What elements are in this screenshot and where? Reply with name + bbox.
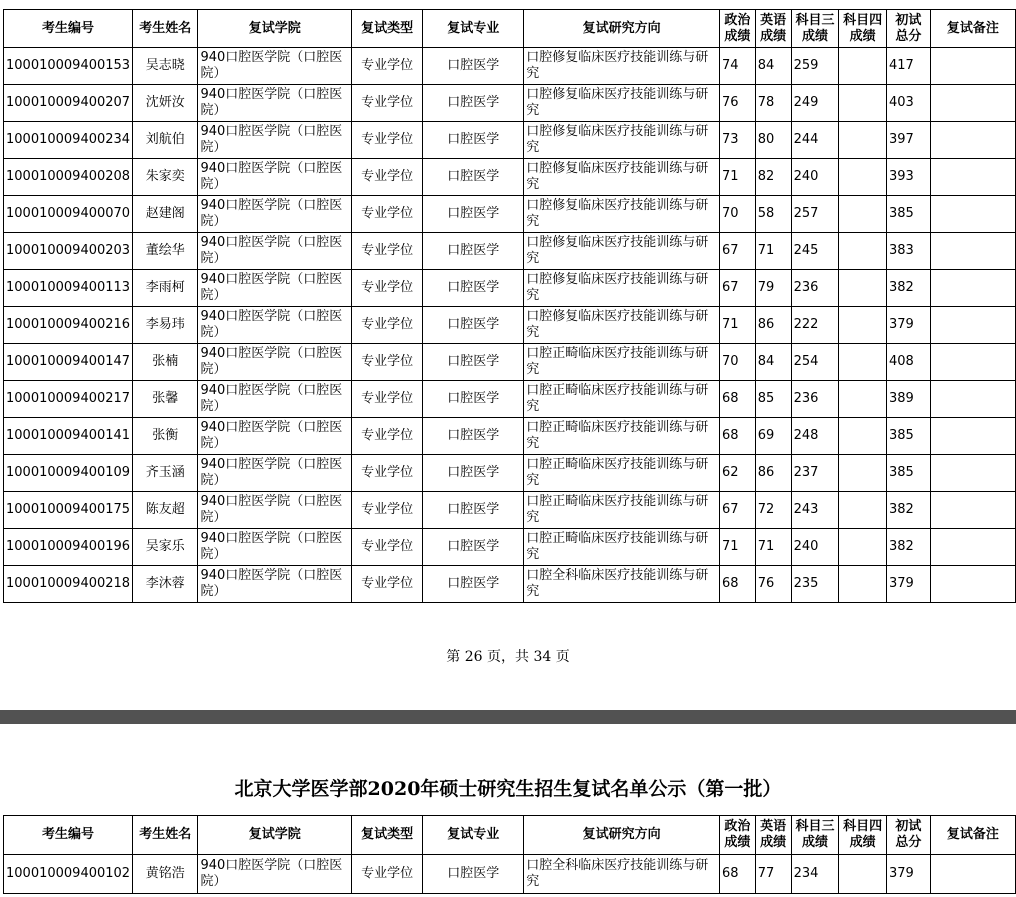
politics-score: 68	[719, 418, 755, 455]
college: 940口腔医学院（口腔医院）	[198, 122, 351, 159]
degree-type: 专业学位	[351, 270, 422, 307]
degree-type: 专业学位	[351, 529, 422, 566]
english-score: 71	[755, 233, 791, 270]
college: 940口腔医学院（口腔医院）	[198, 492, 351, 529]
header-total: 初试总分	[886, 816, 930, 855]
admission-table-page-27	[3, 815, 1016, 894]
remark	[930, 455, 1015, 492]
english-score: 82	[755, 159, 791, 196]
major: 口腔医学	[423, 455, 524, 492]
politics-score: 76	[719, 85, 755, 122]
header-type: 复试类型	[351, 10, 422, 48]
remark	[930, 492, 1015, 529]
politics-score: 71	[719, 307, 755, 344]
candidate-id: 100010009400203	[4, 233, 133, 270]
subject3-score: 259	[791, 48, 839, 85]
degree-type: 专业学位	[351, 492, 422, 529]
candidate-name: 刘航伯	[133, 122, 198, 159]
college: 940口腔医学院（口腔医院）	[198, 85, 351, 122]
candidate-name: 张衡	[133, 418, 198, 455]
major: 口腔医学	[423, 270, 524, 307]
candidate-id: 100010009400175	[4, 492, 133, 529]
total-score: 389	[886, 381, 930, 418]
candidate-id: 100010009400208	[4, 159, 133, 196]
header-major: 复试专业	[423, 816, 524, 855]
college: 940口腔医学院（口腔医院）	[198, 270, 351, 307]
college: 940口腔医学院（口腔医院）	[198, 307, 351, 344]
college: 940口腔医学院（口腔医院）	[198, 455, 351, 492]
total-score: 382	[886, 270, 930, 307]
college: 940口腔医学院（口腔医院）	[198, 566, 351, 603]
politics-score: 67	[719, 233, 755, 270]
major: 口腔医学	[423, 196, 524, 233]
total-score: 408	[886, 344, 930, 381]
candidate-name: 李沐蓉	[133, 566, 198, 603]
politics-score: 71	[719, 159, 755, 196]
candidate-id: 100010009400234	[4, 122, 133, 159]
candidate-id: 100010009400141	[4, 418, 133, 455]
research-direction: 口腔修复临床医疗技能训练与研究	[524, 233, 720, 270]
remark	[930, 307, 1015, 344]
subject3-score: 237	[791, 455, 839, 492]
subject4-score	[839, 270, 887, 307]
remark	[930, 196, 1015, 233]
research-direction: 口腔正畸临床医疗技能训练与研究	[524, 455, 720, 492]
candidate-id: 100010009400216	[4, 307, 133, 344]
major: 口腔医学	[423, 529, 524, 566]
header-candidate-name: 考生姓名	[133, 10, 198, 48]
degree-type: 专业学位	[351, 159, 422, 196]
research-direction: 口腔全科临床医疗技能训练与研究	[524, 855, 720, 894]
research-direction: 口腔正畸临床医疗技能训练与研究	[524, 381, 720, 418]
header-subject4: 科目四成绩	[839, 10, 887, 48]
subject3-score: 254	[791, 344, 839, 381]
table-row	[4, 566, 1016, 603]
subject4-score	[839, 381, 887, 418]
page-footer: 第 26 页，共 34 页	[446, 649, 570, 665]
major: 口腔医学	[423, 85, 524, 122]
subject3-score: 222	[791, 307, 839, 344]
candidate-name: 张楠	[133, 344, 198, 381]
table-row	[4, 48, 1016, 85]
total-score: 393	[886, 159, 930, 196]
politics-score: 67	[719, 492, 755, 529]
research-direction: 口腔修复临床医疗技能训练与研究	[524, 307, 720, 344]
total-score: 379	[886, 855, 930, 894]
college: 940口腔医学院（口腔医院）	[198, 196, 351, 233]
politics-score: 70	[719, 196, 755, 233]
politics-score: 74	[719, 48, 755, 85]
politics-score: 68	[719, 566, 755, 603]
research-direction: 口腔正畸临床医疗技能训练与研究	[524, 492, 720, 529]
major: 口腔医学	[423, 344, 524, 381]
english-score: 84	[755, 48, 791, 85]
degree-type: 专业学位	[351, 122, 422, 159]
english-score: 85	[755, 381, 791, 418]
total-score: 385	[886, 418, 930, 455]
candidate-id: 100010009400113	[4, 270, 133, 307]
table-row	[4, 455, 1016, 492]
header-candidate-id: 考生编号	[4, 816, 133, 855]
degree-type: 专业学位	[351, 307, 422, 344]
subject3-score: 236	[791, 381, 839, 418]
research-direction: 口腔修复临床医疗技能训练与研究	[524, 85, 720, 122]
english-score: 79	[755, 270, 791, 307]
remark	[930, 344, 1015, 381]
major: 口腔医学	[423, 381, 524, 418]
header-direction: 复试研究方向	[524, 10, 720, 48]
header-subject3: 科目三成绩	[791, 816, 839, 855]
table-row	[4, 196, 1016, 233]
subject3-score: 235	[791, 566, 839, 603]
table-row	[4, 529, 1016, 566]
table-row	[4, 381, 1016, 418]
remark	[930, 566, 1015, 603]
degree-type: 专业学位	[351, 85, 422, 122]
english-score: 78	[755, 85, 791, 122]
page-separator	[0, 710, 1016, 724]
header-politics: 政治成绩	[719, 816, 755, 855]
header-english: 英语成绩	[755, 10, 791, 48]
subject4-score	[839, 85, 887, 122]
politics-score: 71	[719, 529, 755, 566]
remark	[930, 159, 1015, 196]
page-title: 北京大学医学部2020年硕士研究生招生复试名单公示（第一批）	[234, 778, 782, 800]
candidate-name: 黄铭浩	[133, 855, 198, 894]
total-score: 382	[886, 492, 930, 529]
remark	[930, 270, 1015, 307]
admission-table-page-26	[3, 9, 1016, 603]
table-row	[4, 855, 1016, 894]
research-direction: 口腔修复临床医疗技能训练与研究	[524, 159, 720, 196]
degree-type: 专业学位	[351, 855, 422, 894]
subject3-score: 240	[791, 529, 839, 566]
degree-type: 专业学位	[351, 344, 422, 381]
college: 940口腔医学院（口腔医院）	[198, 344, 351, 381]
english-score: 71	[755, 529, 791, 566]
header-subject4: 科目四成绩	[839, 816, 887, 855]
candidate-name: 吴志晓	[133, 48, 198, 85]
subject3-score: 243	[791, 492, 839, 529]
subject3-score: 234	[791, 855, 839, 894]
total-score: 403	[886, 85, 930, 122]
politics-score: 68	[719, 855, 755, 894]
candidate-id: 100010009400217	[4, 381, 133, 418]
header-type: 复试类型	[351, 816, 422, 855]
degree-type: 专业学位	[351, 233, 422, 270]
subject4-score	[839, 529, 887, 566]
research-direction: 口腔修复临床医疗技能训练与研究	[524, 270, 720, 307]
candidate-name: 吴家乐	[133, 529, 198, 566]
subject4-score	[839, 233, 887, 270]
table-row	[4, 233, 1016, 270]
major: 口腔医学	[423, 307, 524, 344]
subject4-score	[839, 344, 887, 381]
candidate-id: 100010009400109	[4, 455, 133, 492]
candidate-id: 100010009400218	[4, 566, 133, 603]
subject4-score	[839, 307, 887, 344]
header-remark: 复试备注	[930, 816, 1015, 855]
header-total: 初试总分	[886, 10, 930, 48]
header-politics: 政治成绩	[719, 10, 755, 48]
remark	[930, 418, 1015, 455]
subject3-score: 249	[791, 85, 839, 122]
remark	[930, 529, 1015, 566]
english-score: 69	[755, 418, 791, 455]
english-score: 77	[755, 855, 791, 894]
degree-type: 专业学位	[351, 566, 422, 603]
research-direction: 口腔正畸临床医疗技能训练与研究	[524, 344, 720, 381]
remark	[930, 381, 1015, 418]
header-college: 复试学院	[198, 816, 351, 855]
remark	[930, 855, 1015, 894]
research-direction: 口腔正畸临床医疗技能训练与研究	[524, 418, 720, 455]
candidate-name: 赵建阁	[133, 196, 198, 233]
candidate-name: 李雨柯	[133, 270, 198, 307]
college: 940口腔医学院（口腔医院）	[198, 529, 351, 566]
subject4-score	[839, 159, 887, 196]
subject4-score	[839, 48, 887, 85]
degree-type: 专业学位	[351, 455, 422, 492]
politics-score: 68	[719, 381, 755, 418]
politics-score: 62	[719, 455, 755, 492]
subject3-score: 245	[791, 233, 839, 270]
header-college: 复试学院	[198, 10, 351, 48]
major: 口腔医学	[423, 492, 524, 529]
college: 940口腔医学院（口腔医院）	[198, 381, 351, 418]
remark	[930, 85, 1015, 122]
remark	[930, 233, 1015, 270]
table-row	[4, 159, 1016, 196]
header-candidate-name: 考生姓名	[133, 816, 198, 855]
header-subject3: 科目三成绩	[791, 10, 839, 48]
table-header-row	[4, 816, 1016, 855]
candidate-id: 100010009400196	[4, 529, 133, 566]
degree-type: 专业学位	[351, 48, 422, 85]
research-direction: 口腔修复临床医疗技能训练与研究	[524, 48, 720, 85]
candidate-name: 李易玮	[133, 307, 198, 344]
total-score: 385	[886, 455, 930, 492]
candidate-name: 董绘华	[133, 233, 198, 270]
subject4-score	[839, 455, 887, 492]
subject4-score	[839, 855, 887, 894]
total-score: 383	[886, 233, 930, 270]
table-row	[4, 122, 1016, 159]
college: 940口腔医学院（口腔医院）	[198, 418, 351, 455]
header-candidate-id: 考生编号	[4, 10, 133, 48]
total-score: 382	[886, 529, 930, 566]
english-score: 72	[755, 492, 791, 529]
degree-type: 专业学位	[351, 418, 422, 455]
english-score: 84	[755, 344, 791, 381]
english-score: 80	[755, 122, 791, 159]
table-row	[4, 307, 1016, 344]
remark	[930, 48, 1015, 85]
college: 940口腔医学院（口腔医院）	[198, 159, 351, 196]
degree-type: 专业学位	[351, 196, 422, 233]
total-score: 379	[886, 307, 930, 344]
subject3-score: 244	[791, 122, 839, 159]
candidate-name: 张馨	[133, 381, 198, 418]
subject3-score: 236	[791, 270, 839, 307]
major: 口腔医学	[423, 566, 524, 603]
table-row	[4, 270, 1016, 307]
subject3-score: 248	[791, 418, 839, 455]
politics-score: 73	[719, 122, 755, 159]
college: 940口腔医学院（口腔医院）	[198, 855, 351, 894]
header-major: 复试专业	[423, 10, 524, 48]
research-direction: 口腔正畸临床医疗技能训练与研究	[524, 529, 720, 566]
candidate-id: 100010009400207	[4, 85, 133, 122]
candidate-id: 100010009400147	[4, 344, 133, 381]
politics-score: 70	[719, 344, 755, 381]
candidate-id: 100010009400153	[4, 48, 133, 85]
total-score: 379	[886, 566, 930, 603]
english-score: 76	[755, 566, 791, 603]
candidate-name: 齐玉涵	[133, 455, 198, 492]
subject3-score: 257	[791, 196, 839, 233]
english-score: 58	[755, 196, 791, 233]
candidate-name: 沈妍汝	[133, 85, 198, 122]
college: 940口腔医学院（口腔医院）	[198, 48, 351, 85]
research-direction: 口腔修复临床医疗技能训练与研究	[524, 122, 720, 159]
remark	[930, 122, 1015, 159]
major: 口腔医学	[423, 159, 524, 196]
major: 口腔医学	[423, 855, 524, 894]
table-row	[4, 344, 1016, 381]
header-direction: 复试研究方向	[524, 816, 720, 855]
total-score: 385	[886, 196, 930, 233]
subject4-score	[839, 196, 887, 233]
major: 口腔医学	[423, 122, 524, 159]
politics-score: 67	[719, 270, 755, 307]
subject4-score	[839, 418, 887, 455]
degree-type: 专业学位	[351, 381, 422, 418]
candidate-id: 100010009400070	[4, 196, 133, 233]
major: 口腔医学	[423, 48, 524, 85]
header-english: 英语成绩	[755, 816, 791, 855]
research-direction: 口腔全科临床医疗技能训练与研究	[524, 566, 720, 603]
header-remark: 复试备注	[930, 10, 1015, 48]
table-header-row	[4, 10, 1016, 48]
subject3-score: 240	[791, 159, 839, 196]
english-score: 86	[755, 455, 791, 492]
major: 口腔医学	[423, 233, 524, 270]
subject4-score	[839, 122, 887, 159]
candidate-id: 100010009400102	[4, 855, 133, 894]
subject4-score	[839, 492, 887, 529]
research-direction: 口腔修复临床医疗技能训练与研究	[524, 196, 720, 233]
total-score: 397	[886, 122, 930, 159]
table-row	[4, 418, 1016, 455]
candidate-name: 朱家奕	[133, 159, 198, 196]
total-score: 417	[886, 48, 930, 85]
table-row	[4, 492, 1016, 529]
college: 940口腔医学院（口腔医院）	[198, 233, 351, 270]
table-row	[4, 85, 1016, 122]
major: 口腔医学	[423, 418, 524, 455]
candidate-name: 陈友超	[133, 492, 198, 529]
english-score: 86	[755, 307, 791, 344]
subject4-score	[839, 566, 887, 603]
